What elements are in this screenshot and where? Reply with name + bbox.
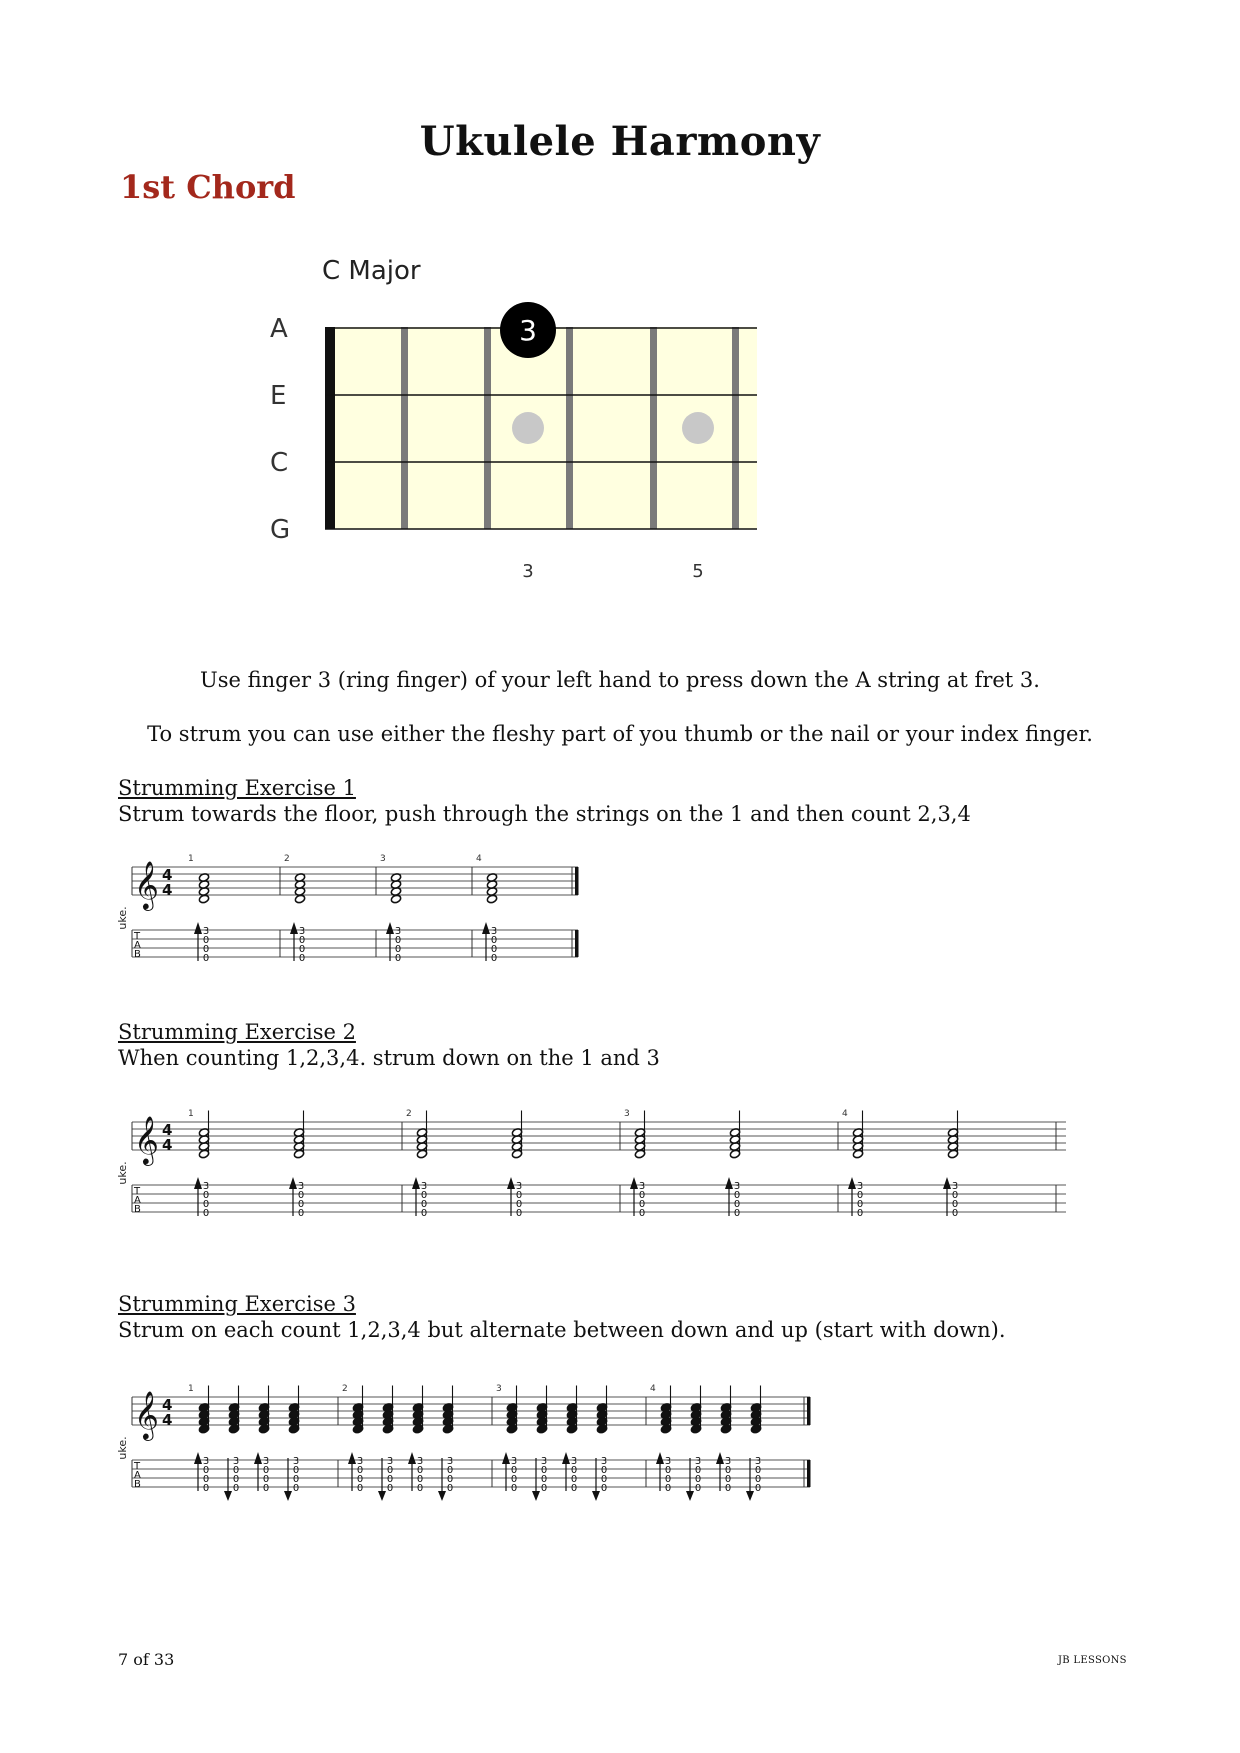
tab-letter: B [134,1204,141,1215]
strum-up-arrow-icon [254,1452,262,1464]
tab-fret-number: 0 [638,1199,646,1210]
exercise-3-notation [118,1375,858,1520]
exercise-2-instrument-label: uke. [116,1161,129,1185]
string-label-e: E [270,381,287,411]
tab-fret-number: 0 [733,1208,741,1219]
tab-letter: A [134,1195,141,1206]
tab-fret-number: 3 [540,1456,548,1467]
tab-fret-number: 0 [856,1208,864,1219]
tab-fret-number: 3 [951,1181,959,1192]
tab-fret-number: 0 [515,1199,523,1210]
tab-fret-number: 0 [694,1465,702,1476]
fret-3 [566,327,573,529]
tab-fret-number: 0 [386,1465,394,1476]
tab-fret-number: 0 [232,1474,240,1485]
fret-label-3: 3 [522,561,534,582]
tab-fret-number: 0 [490,935,498,946]
strum-up-arrow-icon [194,1452,202,1464]
tab-fret-number: 0 [292,1465,300,1476]
tab-fret-number: 0 [446,1483,454,1494]
instruction-2: To strum you can use either the fleshy part of you thumb or the nail or your index finger. [147,722,1093,746]
tab-fret-number: 0 [754,1474,762,1485]
chord-name: C Major [322,256,421,286]
strum-down-arrow-icon [746,1491,754,1501]
strum-down-arrow-icon [592,1491,600,1501]
tab-fret-number: 3 [298,926,306,937]
tab-fret-number: 0 [416,1483,424,1494]
inlay-dot-fret-5 [682,412,714,444]
tab-fret-number: 0 [292,1474,300,1485]
tab-fret-number: 0 [694,1474,702,1485]
treble-clef-icon: 𝄞 [134,1115,159,1164]
strum-up-arrow-icon [194,922,202,934]
exercise-2-notation [118,1100,1088,1230]
strum-up-arrow-icon [716,1452,724,1464]
tab-fret-number: 3 [664,1456,672,1467]
tab-fret-number: 0 [297,1208,305,1219]
strum-up-arrow-icon [290,922,298,934]
tab-fret-number: 0 [600,1483,608,1494]
tab-fret-number: 3 [386,1456,394,1467]
tab-fret-number: 0 [297,1199,305,1210]
fret-4 [650,327,657,529]
strum-up-arrow-icon [630,1177,638,1189]
strum-up-arrow-icon [412,1177,420,1189]
tab-fret-number: 0 [724,1483,732,1494]
strum-up-arrow-icon [507,1177,515,1189]
tab-fret-number: 0 [420,1190,428,1201]
tab-fret-number: 3 [733,1181,741,1192]
nut [325,327,335,529]
tab-fret-number: 0 [202,944,210,955]
tab-fret-number: 0 [856,1199,864,1210]
exercise-1-description: Strum towards the floor, push through the strings on the 1 and then count 2,3,4 [118,802,971,826]
measure-number: 2 [342,1384,348,1394]
tab-fret-number: 3 [694,1456,702,1467]
page-title: Ukulele Harmony [419,118,821,165]
tab-fret-number: 0 [570,1465,578,1476]
time-signature-bottom: 4 [162,1136,173,1154]
tab-fret-number: 3 [292,1456,300,1467]
tab-fret-number: 0 [356,1465,364,1476]
measure-number: 1 [188,1384,194,1394]
tab-fret-number: 3 [202,926,210,937]
inlay-dot-fret-3 [512,412,544,444]
exercise-3-title: Strumming Exercise 3 [118,1292,356,1316]
tab-fret-number: 3 [570,1456,578,1467]
measure-number: 4 [476,854,482,864]
exercise-2-title: Strumming Exercise 2 [118,1020,356,1044]
tab-fret-number: 0 [638,1190,646,1201]
tab-fret-number: 0 [664,1465,672,1476]
time-signature-bottom: 4 [162,881,173,899]
tab-fret-number: 0 [510,1465,518,1476]
strum-up-arrow-icon [386,922,394,934]
tab-fret-number: 0 [724,1474,732,1485]
treble-clef-icon: 𝄞 [134,860,159,909]
tab-fret-number: 0 [420,1208,428,1219]
tab-fret-number: 0 [394,935,402,946]
tab-letter: T [134,931,141,942]
tab-fret-number: 0 [262,1483,270,1494]
exercise-1-instrument-label: uke. [116,906,129,930]
measure-number: 1 [188,854,194,864]
tab-fret-number: 0 [386,1474,394,1485]
strum-up-arrow-icon [289,1177,297,1189]
strum-up-arrow-icon [502,1452,510,1464]
tab-fret-number: 3 [490,926,498,937]
tab-letter: A [134,1470,141,1481]
tab-fret-number: 3 [856,1181,864,1192]
time-signature-bottom: 4 [162,1411,173,1429]
page-number: 7 of 33 [118,1650,175,1669]
tab-fret-number: 0 [386,1483,394,1494]
tab-fret-number: 3 [297,1181,305,1192]
measure-number: 3 [624,1109,630,1119]
exercise-1-title: Strumming Exercise 1 [118,776,356,800]
tab-fret-number: 0 [298,953,306,964]
tab-letter: B [134,949,141,960]
time-signature-top: 4 [162,866,173,884]
strum-down-arrow-icon [686,1491,694,1501]
tab-fret-number: 3 [262,1456,270,1467]
strum-up-arrow-icon [482,922,490,934]
tab-fret-number: 0 [298,935,306,946]
tab-letter: B [134,1479,141,1490]
tab-fret-number: 0 [292,1483,300,1494]
tab-fret-number: 3 [510,1456,518,1467]
final-barline-thick [807,1460,811,1487]
tab-fret-number: 0 [356,1483,364,1494]
tab-fret-number: 0 [856,1190,864,1201]
final-barline-thick [575,867,579,895]
tab-fret-number: 3 [754,1456,762,1467]
string-label-a: A [270,314,288,344]
tab-fret-number: 0 [951,1190,959,1201]
tab-letter: A [134,940,141,951]
tab-fret-number: 0 [694,1483,702,1494]
finger-marker-number: 3 [519,314,537,347]
measure-number: 3 [380,854,386,864]
strum-down-arrow-icon [378,1491,386,1501]
strum-up-arrow-icon [408,1452,416,1464]
tab-fret-number: 0 [664,1474,672,1485]
tab-fret-number: 0 [490,953,498,964]
tab-fret-number: 0 [394,944,402,955]
string-label-c: C [270,448,289,478]
tab-fret-number: 0 [232,1465,240,1476]
strum-up-arrow-icon [194,1177,202,1189]
exercise-2-description: When counting 1,2,3,4. strum down on the 1 and 3 [118,1046,660,1070]
tab-fret-number: 0 [638,1208,646,1219]
tab-fret-number: 3 [416,1456,424,1467]
time-signature-top: 4 [162,1121,173,1139]
tab-fret-number: 0 [262,1465,270,1476]
strum-down-arrow-icon [284,1491,292,1501]
strum-down-arrow-icon [438,1491,446,1501]
fret-1 [401,327,408,529]
tab-fret-number: 0 [416,1474,424,1485]
tab-fret-number: 3 [202,1456,210,1467]
tab-fret-number: 0 [446,1465,454,1476]
measure-number: 1 [188,1109,194,1119]
measure-number: 3 [496,1384,502,1394]
strum-down-arrow-icon [224,1491,232,1501]
tab-fret-number: 0 [202,953,210,964]
tab-fret-number: 0 [951,1199,959,1210]
tab-fret-number: 0 [600,1465,608,1476]
exercise-3-description: Strum on each count 1,2,3,4 but alternate between down and up (start with down). [118,1318,1006,1342]
tab-fret-number: 0 [540,1483,548,1494]
chord-diagram [270,255,830,595]
tab-fret-number: 0 [570,1474,578,1485]
string-label-g: G [270,515,291,545]
strum-up-arrow-icon [562,1452,570,1464]
tab-letter: T [134,1186,141,1197]
measure-number: 4 [842,1109,848,1119]
tab-fret-number: 0 [951,1208,959,1219]
tab-fret-number: 0 [754,1483,762,1494]
tab-fret-number: 3 [724,1456,732,1467]
tab-fret-number: 0 [416,1465,424,1476]
instruction-1: Use finger 3 (ring finger) of your left hand to press down the A string at fret 3. [200,668,1040,692]
tab-fret-number: 3 [202,1181,210,1192]
tab-fret-number: 0 [733,1199,741,1210]
measure-number: 2 [406,1109,412,1119]
tab-fret-number: 3 [420,1181,428,1192]
tab-fret-number: 0 [202,1465,210,1476]
tab-fret-number: 0 [202,1208,210,1219]
tab-fret-number: 0 [420,1199,428,1210]
tab-fret-number: 0 [515,1208,523,1219]
measure-number: 4 [650,1384,656,1394]
tab-fret-number: 0 [490,944,498,955]
tab-fret-number: 0 [724,1465,732,1476]
tab-fret-number: 0 [540,1474,548,1485]
tab-fret-number: 0 [664,1483,672,1494]
tab-fret-number: 0 [515,1190,523,1201]
tab-fret-number: 0 [202,1199,210,1210]
tab-letter: T [134,1461,141,1472]
tab-fret-number: 0 [262,1474,270,1485]
tab-fret-number: 3 [446,1456,454,1467]
strum-up-arrow-icon [725,1177,733,1189]
tab-fret-number: 3 [515,1181,523,1192]
tab-fret-number: 3 [638,1181,646,1192]
final-barline-thick [575,930,579,957]
strum-up-arrow-icon [656,1452,664,1464]
tab-fret-number: 3 [600,1456,608,1467]
tab-fret-number: 0 [202,1474,210,1485]
section-title: 1st Chord [120,168,296,206]
tab-fret-number: 0 [570,1483,578,1494]
strum-up-arrow-icon [348,1452,356,1464]
tab-fret-number: 0 [356,1474,364,1485]
exercise-1-notation [118,845,598,975]
strum-up-arrow-icon [943,1177,951,1189]
tab-fret-number: 3 [356,1456,364,1467]
exercise-3-instrument-label: uke. [116,1436,129,1460]
tab-fret-number: 0 [446,1474,454,1485]
tab-fret-number: 0 [394,953,402,964]
measure-number: 2 [284,854,290,864]
time-signature-top: 4 [162,1396,173,1414]
fret-5 [732,327,739,529]
tab-fret-number: 0 [202,935,210,946]
tab-fret-number: 0 [202,1190,210,1201]
tab-fret-number: 0 [202,1483,210,1494]
strum-down-arrow-icon [532,1491,540,1501]
treble-clef-icon: 𝄞 [134,1390,159,1439]
tab-fret-number: 3 [394,926,402,937]
fret-2 [484,327,491,529]
tab-fret-number: 0 [540,1465,548,1476]
footer-brand: JB LESSONS [1058,1655,1127,1666]
tab-fret-number: 0 [510,1474,518,1485]
tab-fret-number: 0 [510,1483,518,1494]
tab-fret-number: 0 [232,1483,240,1494]
tab-fret-number: 0 [733,1190,741,1201]
tab-fret-number: 0 [298,944,306,955]
fret-label-5: 5 [692,561,704,582]
tab-fret-number: 0 [754,1465,762,1476]
tab-fret-number: 3 [232,1456,240,1467]
tab-fret-number: 0 [297,1190,305,1201]
final-barline-thick [807,1397,811,1425]
strum-up-arrow-icon [848,1177,856,1189]
tab-fret-number: 0 [600,1474,608,1485]
